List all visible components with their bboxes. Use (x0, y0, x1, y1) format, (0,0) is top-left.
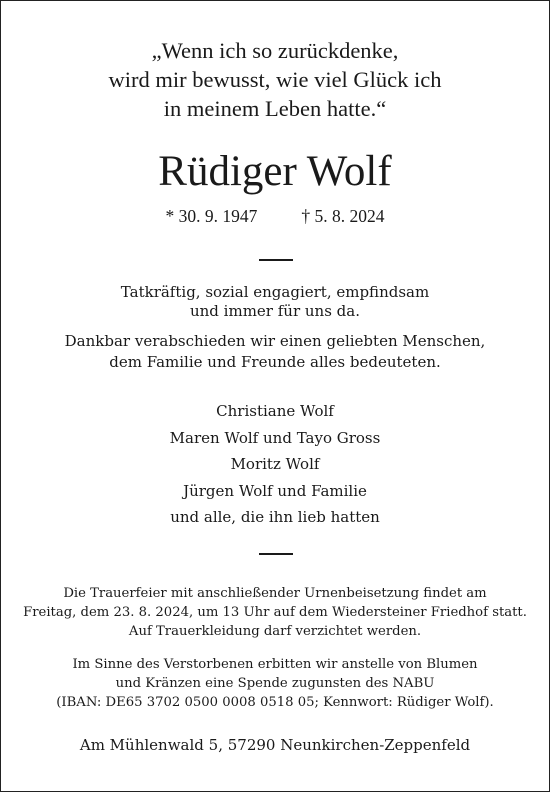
donation-line: (IBAN: DE65 3702 0500 0008 0518 05; Kennwort: Rüdiger Wolf). (56, 695, 494, 710)
tribute-line: und immer für uns da. (189, 302, 360, 320)
mourner-name: Maren Wolf und Tayo Gross (169, 428, 381, 447)
tribute-line: Tatkräftig, sozial engagiert, empfindsam (120, 283, 430, 301)
farewell-text (0, 331, 550, 373)
funeral-line: Freitag, dem 23. 8. 2024, um 13 Uhr auf dem Wiedersteiner Friedhof statt. (23, 605, 527, 620)
mourners-list (0, 398, 550, 531)
death-date: † 5. 8. 2024 (301, 206, 385, 226)
divider-rule (259, 259, 293, 261)
mourner-name: Christiane Wolf (216, 402, 334, 420)
mourner-name: Moritz Wolf (230, 455, 320, 473)
tribute-text (0, 283, 550, 321)
quote-line: in meinem Leben hatte.“ (163, 96, 387, 121)
life-dates (0, 205, 550, 227)
funeral-line: Die Trauerfeier mit anschließender Urnenbeisetzung findet am (63, 586, 487, 601)
donation-line: und Kränzen eine Spende zugunsten des NABU (115, 676, 435, 691)
family-address: Am Mühlenwald 5, 57290 Neunkirchen-Zeppenfeld (79, 736, 471, 754)
deceased-name: Rüdiger Wolf (158, 148, 392, 195)
farewell-line: dem Familie und Freunde alles bedeuteten. (109, 353, 441, 371)
mourner-name: und alle, die ihn lieb hatten (170, 508, 380, 526)
quote-line: wird mir bewusst, wie viel Glück ich (108, 67, 442, 92)
mourner-name: Jürgen Wolf und Familie (183, 481, 367, 500)
birth-date: * 30. 9. 1947 (165, 206, 258, 226)
donation-line: Im Sinne des Verstorbenen erbitten wir anstelle von Blumen (72, 657, 478, 672)
funeral-notice (0, 584, 550, 641)
memorial-quote (0, 36, 550, 123)
divider-rule (259, 553, 293, 555)
donation-notice (0, 655, 550, 712)
funeral-line: Auf Trauerkleidung darf verzichtet werden. (128, 624, 422, 639)
quote-line: „Wenn ich so zurückdenke, (151, 38, 399, 63)
farewell-line: Dankbar verabschieden wir einen geliebten Menschen, (64, 332, 486, 350)
